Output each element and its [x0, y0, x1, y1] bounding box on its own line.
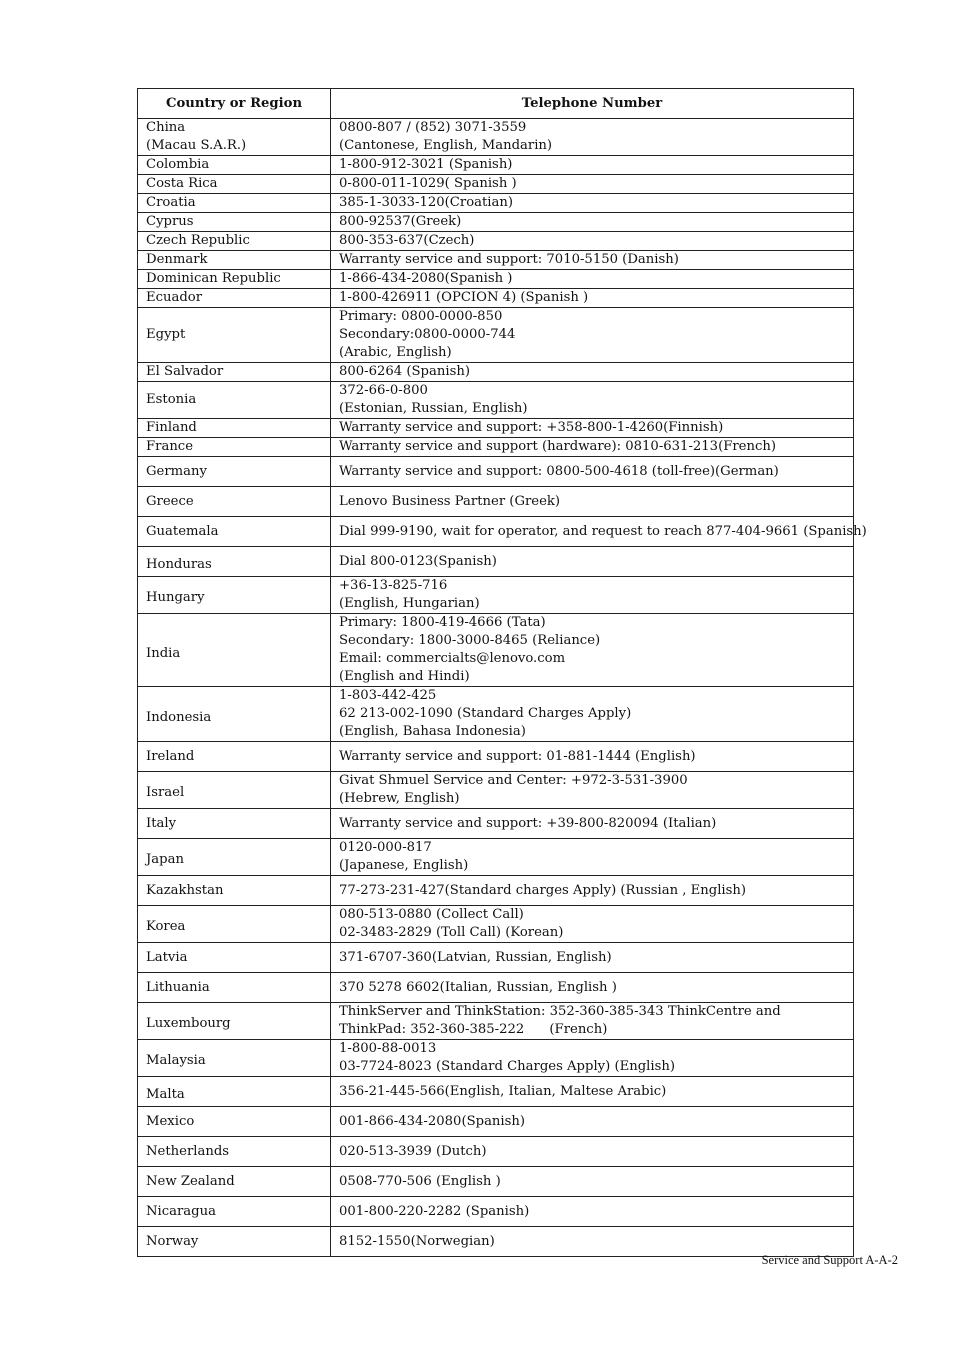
country-cell — [138, 687, 331, 742]
phone-cell-line: 77-273-231-427(Standard charges Apply) (Russian , English) — [339, 882, 747, 898]
table-row — [138, 687, 854, 742]
phone-cell-line: 385-1-3033-120(Croatian) — [339, 195, 514, 210]
phone-cell-line: 1-803-442-425 — [339, 688, 437, 703]
phone-cell — [331, 175, 854, 194]
country-cell-line: China — [146, 120, 186, 135]
country-cell-line: Netherlands — [146, 1143, 230, 1159]
country-cell — [138, 943, 331, 973]
table-body — [138, 119, 867, 1257]
table-row — [138, 1167, 854, 1197]
phone-cell-line: 356-21-445-566(English, Italian, Maltese Arabic) — [339, 1083, 667, 1099]
phone-cell — [331, 438, 854, 457]
phone-cell-line: Dial 999-9190, wait for operator, and request to reach 877-404-9661 (Spanish) — [339, 523, 867, 539]
phone-cell — [331, 1197, 854, 1227]
table-row — [138, 289, 854, 308]
country-cell — [138, 839, 331, 876]
phone-cell — [331, 419, 854, 438]
phone-cell-line: 0-800-011-1029( Spanish ) — [339, 176, 517, 191]
table-row — [138, 614, 854, 687]
country-cell-line: Israel — [146, 785, 185, 800]
contact-table — [137, 88, 867, 1257]
table-row — [138, 213, 854, 232]
phone-cell — [331, 943, 854, 973]
country-cell — [138, 1003, 331, 1040]
table-row — [138, 1003, 854, 1040]
phone-cell-line: 1-800-912-3021 (Spanish) — [339, 157, 513, 172]
phone-cell — [331, 1227, 854, 1257]
country-cell-line: Dominican Republic — [146, 271, 281, 286]
phone-cell-line: 080-513-0880 (Collect Call) — [339, 907, 524, 922]
phone-cell-line: Warranty service and support: 01-881-1444 (English) — [339, 748, 696, 764]
table-row — [138, 232, 854, 251]
table-row — [138, 517, 854, 547]
phone-cell — [331, 547, 854, 577]
country-cell — [138, 906, 331, 943]
country-cell-line: Cyprus — [146, 214, 194, 229]
country-cell-line: Honduras — [146, 556, 212, 572]
phone-cell-line: Warranty service and support: 7010-5150 (Danish) — [339, 252, 679, 267]
phone-cell-line: 62 213-002-1090 (Standard Charges Apply) — [339, 706, 632, 721]
phone-cell-line: Email: commercialts@lenovo.com — [339, 651, 566, 666]
phone-cell-line: Warranty service and support: +358-800-1-4260(Finnish) — [339, 420, 724, 435]
phone-cell-line: 0508-770-506 (English ) — [339, 1173, 501, 1189]
country-cell — [138, 213, 331, 232]
phone-cell — [331, 119, 854, 156]
table-row — [138, 270, 854, 289]
country-cell-line: Croatia — [146, 195, 196, 210]
phone-cell-line: 1-800-426911 (OPCION 4) (Spanish ) — [339, 290, 589, 305]
country-cell — [138, 809, 331, 839]
phone-cell — [331, 270, 854, 289]
page-footer: Service and Support A-A-2 — [761, 1253, 898, 1267]
country-cell-line: Denmark — [146, 252, 208, 267]
country-cell — [138, 1197, 331, 1227]
country-cell-line: India — [146, 645, 181, 661]
country-cell-line: France — [146, 439, 193, 454]
phone-cell-line: Lenovo Business Partner (Greek) — [339, 493, 561, 509]
table-row — [138, 1137, 854, 1167]
country-cell — [138, 742, 331, 772]
phone-cell — [331, 906, 854, 943]
country-cell-line: Latvia — [146, 949, 188, 965]
phone-cell — [331, 839, 854, 876]
phone-cell — [331, 1003, 854, 1040]
table-row — [138, 577, 854, 614]
table-row — [138, 772, 854, 809]
phone-cell-line: (Japanese, English) — [339, 858, 469, 873]
country-cell-line: Colombia — [146, 157, 210, 172]
country-cell — [138, 194, 331, 213]
phone-cell-line: (English, Bahasa Indonesia) — [339, 724, 526, 739]
phone-cell — [331, 232, 854, 251]
country-cell — [138, 251, 331, 270]
table-row — [138, 876, 854, 906]
phone-cell-line: Givat Shmuel Service and Center: +972-3-531-3900 — [339, 773, 688, 788]
phone-cell-line: +36-13-825-716 — [339, 578, 448, 593]
phone-cell — [331, 382, 854, 419]
country-cell-line: Norway — [146, 1233, 199, 1249]
phone-cell-line: Warranty service and support: 0800-500-4618 (toll-free)(German) — [339, 463, 779, 479]
table-row — [138, 382, 854, 419]
country-cell-line: El Salvador — [146, 364, 224, 379]
table-row — [138, 1227, 854, 1257]
header-telephone: Telephone Number — [331, 89, 854, 119]
country-cell — [138, 487, 331, 517]
phone-cell — [331, 809, 854, 839]
country-cell — [138, 270, 331, 289]
phone-cell — [331, 687, 854, 742]
country-cell — [138, 419, 331, 438]
phone-cell-line: 1-866-434-2080(Spanish ) — [339, 271, 513, 286]
phone-cell-line: 800-92537(Greek) — [339, 214, 462, 229]
country-cell — [138, 119, 331, 156]
table-row — [138, 308, 854, 363]
phone-cell-line: 0120-000-817 — [339, 840, 432, 855]
phone-cell-line: 800-353-637(Czech) — [339, 233, 475, 248]
table-row — [138, 438, 854, 457]
phone-cell-line: 02-3483-2829 (Toll Call) (Korean) — [339, 925, 564, 940]
country-cell — [138, 175, 331, 194]
phone-cell — [331, 517, 867, 547]
header-country: Country or Region — [138, 89, 331, 119]
country-cell — [138, 973, 331, 1003]
country-cell — [138, 772, 331, 809]
country-cell — [138, 232, 331, 251]
country-cell-line: Guatemala — [146, 523, 219, 539]
country-cell — [138, 1227, 331, 1257]
country-cell-line: Luxembourg — [146, 1016, 231, 1031]
country-cell-line: Egypt — [146, 327, 186, 342]
phone-cell-line: 372-66-0-800 — [339, 383, 428, 398]
phone-cell — [331, 363, 854, 382]
phone-cell-line: (Cantonese, English, Mandarin) — [339, 138, 553, 153]
phone-cell-line: 001-866-434-2080(Spanish) — [339, 1113, 526, 1129]
phone-cell — [331, 1040, 854, 1077]
country-cell-line: (Macau S.A.R.) — [146, 138, 247, 153]
country-cell — [138, 156, 331, 175]
phone-cell-line: (Estonian, Russian, English) — [339, 401, 528, 416]
country-cell — [138, 577, 331, 614]
table-row — [138, 175, 854, 194]
phone-cell — [331, 742, 854, 772]
country-cell — [138, 308, 331, 363]
table-row — [138, 906, 854, 943]
phone-cell-line: ThinkServer and ThinkStation: 352-360-385-343 ThinkCentre and — [339, 1004, 781, 1019]
phone-cell — [331, 487, 854, 517]
phone-cell-line: 370 5278 6602(Italian, Russian, English ) — [339, 979, 617, 995]
table-row — [138, 487, 854, 517]
country-cell-line: Kazakhstan — [146, 882, 224, 898]
phone-cell — [331, 1077, 854, 1107]
phone-cell-line: Secondary: 1800-3000-8465 (Reliance) — [339, 633, 601, 648]
phone-cell — [331, 1137, 854, 1167]
country-cell — [138, 1167, 331, 1197]
country-cell-line: Czech Republic — [146, 233, 250, 248]
phone-cell — [331, 213, 854, 232]
country-cell-line: Ecuador — [146, 290, 203, 305]
table-row — [138, 363, 854, 382]
phone-cell — [331, 772, 854, 809]
phone-cell-line: ThinkPad: 352-360-385-222 (French) — [339, 1022, 608, 1037]
phone-cell-line: Primary: 0800-0000-850 — [339, 309, 503, 324]
table-row — [138, 457, 854, 487]
phone-cell — [331, 194, 854, 213]
country-cell — [138, 1040, 331, 1077]
table-row — [138, 251, 854, 270]
table-row — [138, 194, 854, 213]
country-cell-line: Italy — [146, 815, 177, 831]
country-cell-line: Estonia — [146, 392, 197, 407]
table-row — [138, 119, 854, 156]
country-cell-line: Germany — [146, 463, 207, 479]
country-cell — [138, 438, 331, 457]
country-cell-line: Indonesia — [146, 709, 212, 725]
country-cell-line: Malaysia — [146, 1053, 206, 1068]
country-cell-line: Finland — [146, 420, 197, 435]
country-cell — [138, 1077, 331, 1107]
country-cell — [138, 517, 331, 547]
country-cell — [138, 382, 331, 419]
phone-cell-line: 800-6264 (Spanish) — [339, 364, 470, 379]
phone-cell-line: (English and Hindi) — [339, 669, 470, 684]
table-row — [138, 973, 854, 1003]
table-row — [138, 547, 854, 577]
phone-cell-line: 8152-1550(Norwegian) — [339, 1233, 495, 1249]
phone-cell-line: (Hebrew, English) — [339, 791, 460, 806]
phone-cell-line: Secondary:0800-0000-744 — [339, 327, 516, 342]
country-cell — [138, 457, 331, 487]
table-header-row — [138, 89, 854, 119]
phone-cell-line: Dial 800-0123(Spanish) — [339, 553, 497, 569]
phone-cell — [331, 457, 854, 487]
phone-cell — [331, 156, 854, 175]
table-row — [138, 156, 854, 175]
country-cell — [138, 614, 331, 687]
phone-cell-line: Warranty service and support (hardware): 0810-631-213(French) — [339, 439, 776, 454]
table-row — [138, 1040, 854, 1077]
phone-cell — [331, 876, 854, 906]
phone-cell — [331, 1167, 854, 1197]
table-row — [138, 943, 854, 973]
phone-cell-line: Primary: 1800-419-4666 (Tata) — [339, 615, 546, 630]
country-cell — [138, 1137, 331, 1167]
phone-cell-line: (English, Hungarian) — [339, 596, 480, 611]
phone-cell — [331, 289, 854, 308]
phone-cell-line: 371-6707-360(Latvian, Russian, English) — [339, 949, 612, 965]
table-row — [138, 839, 854, 876]
table-row — [138, 1077, 854, 1107]
country-cell-line: Nicaragua — [146, 1203, 216, 1219]
phone-cell — [331, 614, 854, 687]
country-cell — [138, 363, 331, 382]
country-cell — [138, 876, 331, 906]
country-cell-line: Hungary — [146, 590, 205, 605]
phone-cell-line: (Arabic, English) — [339, 345, 452, 360]
country-cell — [138, 1107, 331, 1137]
phone-cell — [331, 973, 854, 1003]
phone-cell-line: Warranty service and support: +39-800-820094 (Italian) — [339, 815, 717, 831]
country-cell — [138, 289, 331, 308]
phone-cell-line: 020-513-3939 (Dutch) — [339, 1143, 487, 1159]
table-row — [138, 742, 854, 772]
country-cell-line: Greece — [146, 493, 194, 509]
phone-cell — [331, 577, 854, 614]
phone-cell — [331, 1107, 854, 1137]
country-cell-line: New Zealand — [146, 1173, 235, 1189]
country-cell-line: Malta — [146, 1086, 185, 1102]
phone-cell-line: 1-800-88-0013 — [339, 1041, 437, 1056]
table-row — [138, 1107, 854, 1137]
country-cell-line: Ireland — [146, 748, 195, 764]
country-cell-line: Lithuania — [146, 979, 210, 995]
phone-cell — [331, 308, 854, 363]
phone-cell — [331, 251, 854, 270]
phone-cell-line: 0800-807 / (852) 3071-3559 — [339, 120, 527, 135]
country-cell-line: Japan — [146, 852, 184, 867]
country-cell-line: Mexico — [146, 1113, 195, 1129]
table-row — [138, 809, 854, 839]
phone-cell-line: 03-7724-8023 (Standard Charges Apply) (English) — [339, 1059, 675, 1074]
table-row — [138, 1197, 854, 1227]
country-cell — [138, 547, 331, 577]
country-cell-line: Korea — [146, 919, 186, 934]
country-cell-line: Costa Rica — [146, 176, 218, 191]
phone-cell-line: 001-800-220-2282 (Spanish) — [339, 1203, 530, 1219]
table-row — [138, 419, 854, 438]
